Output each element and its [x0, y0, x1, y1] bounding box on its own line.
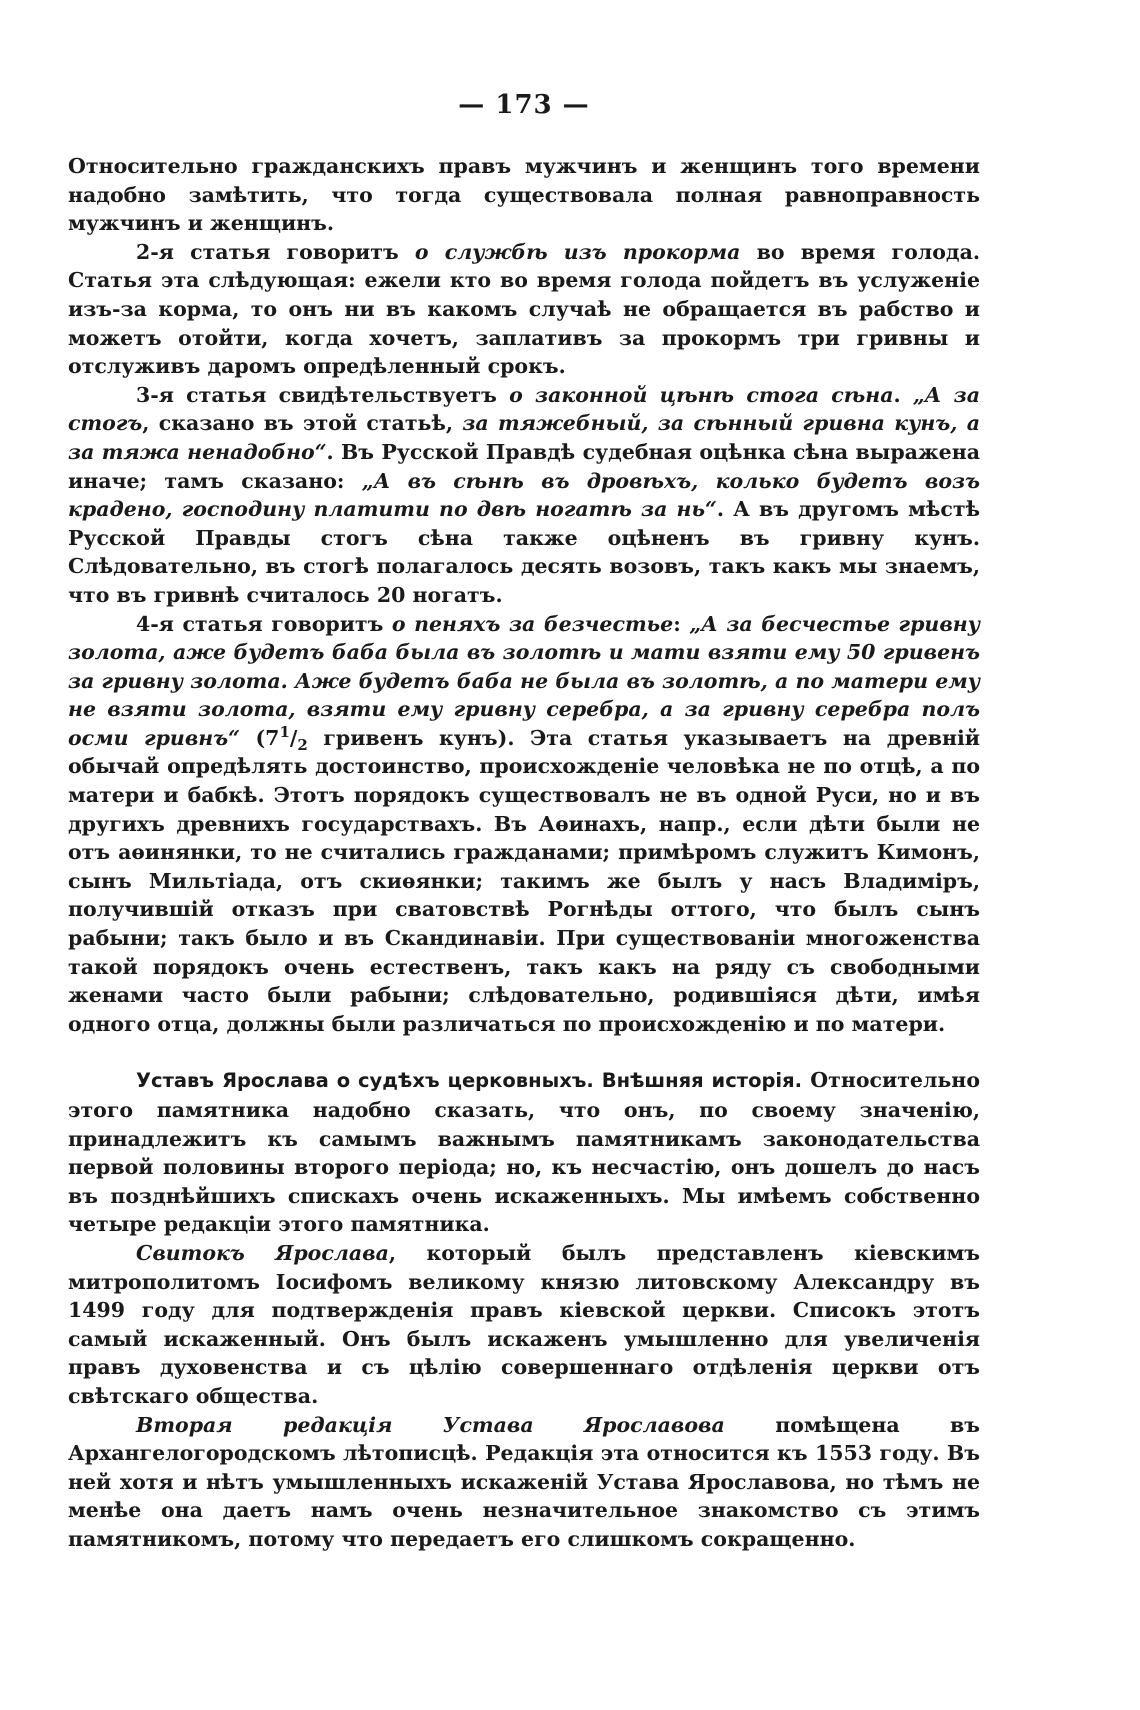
paragraph-article-3: 3-я статья свидѣтельствуетъ о законной цѣнѣ стога сѣна. „А за стогъ, сказано въ этой статьѣ, за тяжебный, за сѣнный гривна кунъ, а за тяжа ненадобно“. Въ Русской Правдѣ судебная оцѣнка сѣна выражена иначе; тамъ сказано: „А въ сѣнѣ въ дровѣхъ, колько будетъ возъ крадено, господину платити по двѣ ногатѣ за нь“. А въ другомъ мѣстѣ Русской Правды стогъ сѣна также оцѣненъ въ гривну кунъ. Слѣдовательно, въ стогѣ полагалось десять возовъ, такъ какъ мы знаемъ, что въ гривнѣ считалось 20 ногатъ.: [68, 382, 981, 607]
paragraph-scroll-of-yaroslav: Свитокъ Ярослава, который былъ представленъ кіевскимъ митрополитомъ Іосифомъ великому князю литовскому Александру въ 1499 году для подтвержденія правъ кіевской церкви. Списокъ этотъ самый искаженный. Онъ былъ искаженъ умышленно для увеличенія правъ духовенства и съ цѣлію совершеннаго отдѣленія церкви отъ свѣтскаго общества.: [68, 1240, 980, 1408]
quotation: „А въ сѣнѣ въ дровѣхъ, колько будетъ возъ крадено, господину платити по двѣ ногатѣ за нь“: [68, 468, 980, 522]
quotation: „А за бесчестье гривну золота, аже будетъ баба была въ золотѣ и мати взяти ему 50 гривенъ за гривну золота. Аже будетъ баба не была въ золотѣ, а по матери ему не взяти золота, взяти ему гривну серебра, а за гривну серебра полъ осми гривнъ“: [68, 611, 980, 750]
quotation: „А за стогъ: [68, 382, 980, 436]
paragraph-article-2: 2-я статья говоритъ о службѣ изъ прокорма во время голода. Статья эта слѣдующая: ежели кто во время голода пойдетъ въ услуженіе изъ-за корма, то онъ ни въ какомъ случаѣ не обращается въ рабство и можетъ отойти, когда хочетъ, заплативъ за прокормъ три гривны и отслуживъ даромъ опредѣленный срокъ.: [68, 239, 980, 379]
italic-term: о службѣ изъ прокорма: [414, 239, 741, 264]
page-number: — 173 —: [458, 90, 590, 120]
section-heading: Уставъ Ярослава о судѣхъ церковныхъ. Внѣшняя исторія.: [136, 1069, 803, 1093]
page-content: [68, 90, 980, 1554]
italic-term: Свитокъ Ярослава: [136, 1240, 389, 1265]
quotation: за тяжебный, за сѣнный гривна кунъ, а за тяжа ненадобно“: [68, 411, 981, 464]
fraction-denominator: 2: [297, 735, 308, 754]
paragraph-article-4: 4-я статья говоритъ о пеняхъ за безчестье: „А за бесчестье гривну золота, аже будетъ баба была въ золотѣ и мати взяти ему 50 гривенъ за гривну золота. Аже будетъ баба не была въ золотѣ, а по матери ему не взяти золота, взяти ему гривну серебра, а за гривну серебра полъ осми гривнъ“ ($7^1/_2$ гривенъ кунъ). Эта статья указываетъ на древній обычай опредѣлять достоинство, происхожденіе человѣка не по отцѣ, а по матери и бабкѣ. Этотъ порядокъ существовалъ не въ одной Руси, но и въ другихъ древнихъ государствахъ. Въ Аѳинахъ, напр., если дѣти были не отъ аѳинянки, то не считались гражданами; примѣромъ служитъ Кимонъ, сынъ Мильтіада, отъ скиѳянки; такимъ же былъ у насъ Владиміръ, получившій отказъ при сватовствѣ Рогнѣды оттого, что былъ сынъ рабыни; такъ было и въ Скандинавіи. При существованіи многоженства такой порядокъ очень естественъ, такъ какъ на ряду съ свободными женами часто были рабыни; слѣдовательно, родившіяся дѣти, имѣя одного отца, должны были различаться по происхожденію и по матери.: [68, 611, 980, 1036]
italic-term: Вторая редакція Устава Ярославова: [136, 1412, 725, 1437]
section-gap: [68, 1038, 980, 1066]
fraction-numerator: 1: [279, 723, 290, 742]
italic-term: о пеняхъ за безчестье: [391, 611, 674, 636]
paragraph-equal-rights: Относительно гражданскихъ правъ мужчинъ и женщинъ того времени надобно замѣтить, что тогда существовала полная равноправность мужчинъ и женщинъ.: [68, 154, 980, 236]
italic-term: о законной цѣнѣ стога сѣна: [509, 382, 894, 407]
paragraph-yaroslav-statute: Уставъ Ярослава о судѣхъ церковныхъ. Внѣшняя исторія. Относительно этого памятника надобно сказать, что онъ, по своему значенію, принадлежитъ къ самымъ важнымъ памятникамъ законодательства первой половины второго періода; но, къ несчастію, онъ дошелъ до насъ въ позднѣйшихъ спискахъ очень искаженныхъ. Мы имѣемъ собственно четыре редакціи этого памятника.: [68, 1068, 980, 1237]
paragraph-second-redaction: Вторая редакція Устава Ярославова помѣщена въ Архангелогородскомъ лѣтописцѣ. Редакція эта относится къ 1553 году. Въ ней хотя и нѣтъ умышленныхъ искаженій Устава Ярославова, но тѣмъ не менѣе она даетъ намъ очень незначительное знакомство съ этимъ памятникомъ, потому что передаетъ его слишкомъ сокращенно.: [68, 1412, 981, 1551]
